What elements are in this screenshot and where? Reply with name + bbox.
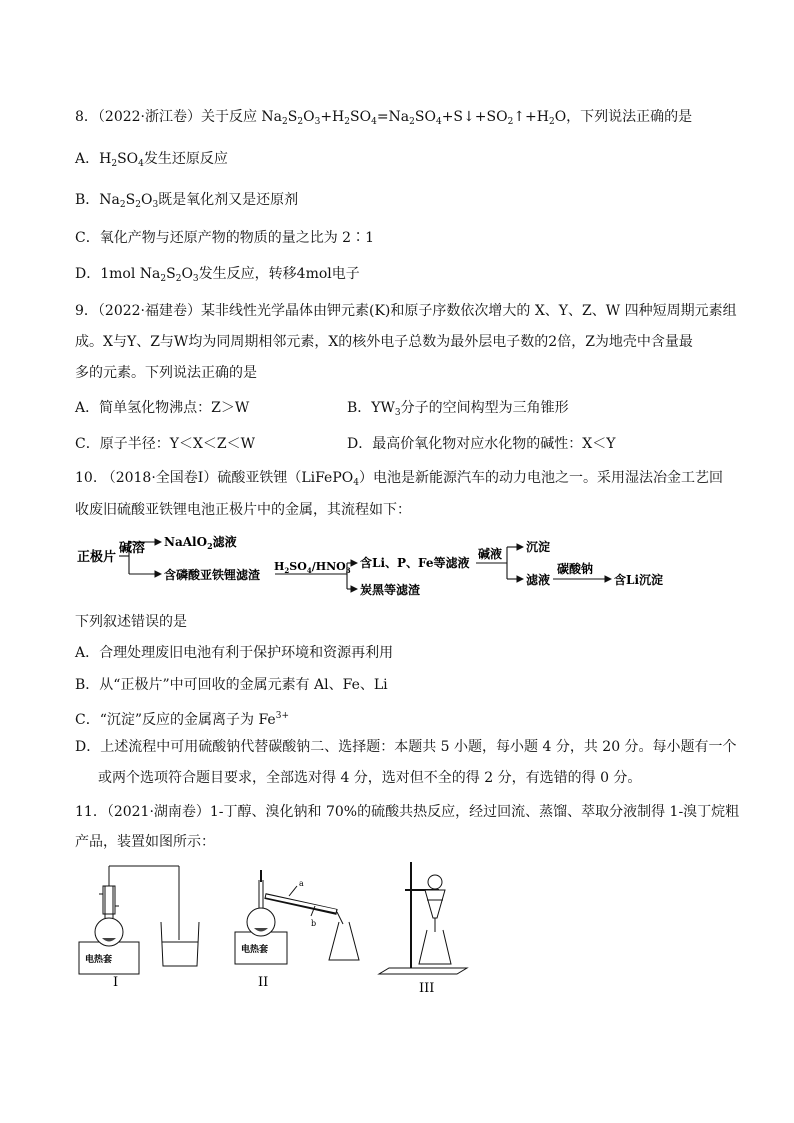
q9-stem-line1: 9．（2022·福建卷）某非线性光学晶体由钾元素(K)和原子序数依次增大的 X、Y、Z、W 四种短周期元素组 xyxy=(75,303,737,319)
q9-option-c: C．原子半径：Y＜X＜Z＜W xyxy=(75,436,256,452)
heater-label-ii: 电热套 xyxy=(241,945,269,955)
flow-alkali1: 碱溶 xyxy=(119,541,146,556)
q10-stem-line2: 收废旧硫酸亚铁锂电池正极片中的金属，其流程如下： xyxy=(75,502,411,518)
label-apparatus-i: I xyxy=(113,975,119,990)
heater-label-i: 电热套 xyxy=(85,955,113,965)
q8-option-a: A．$H_2SO_4$发生还原反应 xyxy=(75,151,228,169)
flow-filtrate: 含Li、P、Fe等滤液 xyxy=(360,556,470,570)
port-a-label: a xyxy=(299,879,304,888)
q10-option-a: A．合理处理废旧电池有利于保护环境和资源再利用 xyxy=(75,645,394,661)
q9-option-a: A．简单氢化物沸点：Z＞W xyxy=(75,400,250,416)
q8-option-c: C．氧化产物与还原产物的物质的量之比为 2∶1 xyxy=(75,230,374,246)
q8-option-b: B．$Na_2S_2O_3$既是氧化剂又是还原剂 xyxy=(75,192,299,210)
flow-naalo2: NaAlO$_2$滤液 xyxy=(164,535,237,551)
q10-stem-line3: 下列叙述错误的是 xyxy=(75,614,187,630)
q8-option-d: D．1mol $Na_2S_2O_3$发生反应，转移4mol电子 xyxy=(75,266,360,284)
q9-stem-line3: 多的元素。下列说法正确的是 xyxy=(75,365,257,381)
q10-stem-line1: 10. （2018·全国卷Ⅰ）硫酸亚铁锂（LiFePO$_4$）电池是新能源汽车的动力电池之一。采用湿法冶金工艺回 xyxy=(75,470,723,488)
flow-precip: 沉淀 xyxy=(526,540,551,554)
flow-filter-residue: 含磷酸亚铁锂滤渣 xyxy=(164,568,261,582)
q9-option-b: B．$YW_3$分子的空间构型为三角锥形 xyxy=(347,400,569,418)
apparatus-iii xyxy=(379,862,467,974)
section-instructions: 或两个选项符合题目要求，全部选对得 4 分，选对但不全的得 2 分，有选错的得 0 分。 xyxy=(98,770,642,786)
q8-stem: 8．（2022·浙江卷）关于反应 $Na_2S_2O_3+H_2SO_4=Na_2SO_4+S↓+SO_2↑+H_2O$，下列说法正确的是 xyxy=(75,109,693,127)
flow-li-precip: 含Li沉淀 xyxy=(614,573,663,587)
flow-filtrate2: 滤液 xyxy=(526,573,551,587)
q10-flowchart xyxy=(75,533,675,603)
q9-stem-line2: 成。X与Y、Z与W均为同周期相邻元素，X的核外电子总数为最外层电子数的2倍，Z为地壳中含量最 xyxy=(75,334,693,350)
q11-stem-line2: 产品，装置如图所示： xyxy=(75,834,215,850)
port-b-label: b xyxy=(311,919,317,928)
flow-na2co3: 碳酸钠 xyxy=(557,562,594,576)
flow-carbon: 炭黑等滤渣 xyxy=(360,583,421,597)
flow-acid: $H_2SO_4/HNO_3$ xyxy=(274,560,351,575)
flow-start: 正极片 xyxy=(77,550,117,565)
q10-option-b: B．从“正极片”中可回收的金属元素有 Al、Fe、Li xyxy=(75,677,388,693)
label-apparatus-iii: III xyxy=(419,981,435,995)
q11-apparatus-figure xyxy=(75,860,475,995)
q11-stem-line1: 11．（2021·湖南卷）1-丁醇、溴化钠和 70%的硫酸共热反应，经过回流、蒸馏、萃取分液制得 1-溴丁烷粗 xyxy=(75,804,740,820)
label-apparatus-ii: II xyxy=(258,975,269,990)
q10-option-d: D．上述流程中可用硫酸钠代替碳酸钠二、选择题：本题共 5 小题，每小题 4 分，共 20 分。每小题有一个 xyxy=(75,739,737,755)
q9-option-d: D．最高价氧化物对应水化物的碱性：X＜Y xyxy=(347,436,616,452)
flow-alkali2: 碱液 xyxy=(478,547,503,561)
q10-option-c: C．“沉淀”反应的金属离子为 $Fe^{3+}$ xyxy=(75,711,289,728)
